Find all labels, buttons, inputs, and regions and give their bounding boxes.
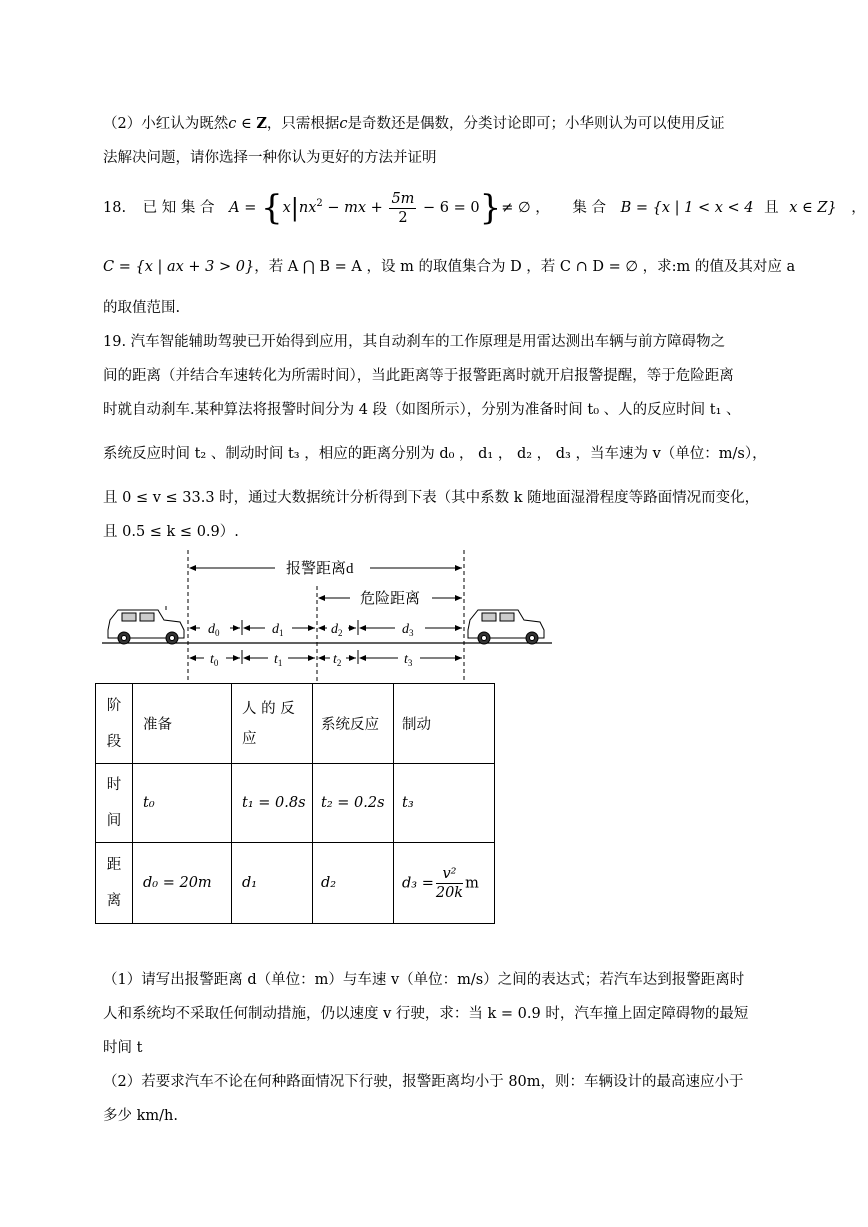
d3-unit: m — [465, 875, 479, 891]
t2-label: $t_2$ — [333, 652, 342, 668]
set-a-label: A = — [229, 200, 261, 216]
d3-lhs: d₃ = — [402, 875, 434, 891]
text: 已 知 集 合 — [142, 200, 215, 216]
frac-num: v² — [436, 865, 463, 884]
text: （2）小红认为既然 — [103, 116, 229, 132]
car-right-icon — [468, 610, 544, 644]
bar: | — [290, 194, 299, 222]
row-header-time — [96, 764, 133, 843]
comma: ， — [535, 200, 550, 216]
poly-term: − mx + — [322, 200, 388, 216]
q19-line1: 19. 汽车智能辅助驾驶已开始得到应用，其自动刹车的工作原理是用雷达测出车辆与前方障碍物之 — [103, 334, 726, 350]
text: 是奇数还是偶数，分类讨论即可；小华则认为可以使用反证 — [347, 116, 725, 132]
cell-d2: d₂ — [313, 843, 394, 924]
t0-label: $t_0$ — [210, 652, 219, 668]
q19-line2: 间的距离（并结合车速转化为所需时间），当此距离等于报警距离时就开启报警提醒，等于危险距离 — [103, 368, 734, 384]
q19-line6: 且 0.5 ≤ k ≤ 0.9）. — [103, 524, 239, 540]
sub2-line2: 多少 km/h. — [103, 1108, 178, 1124]
set-z: Z — [256, 115, 267, 132]
sub1-line1: （1）请写出报警距离 d（单位：m）与车速 v（单位：m/s）之间的表达式；若汽车达到报警距离时 — [103, 972, 745, 988]
text: ，若 A ⋂ B = A ，设 m 的取值集合为 D ，若 C ∩ D = ∅ ，求:m 的值及其对应 a — [254, 259, 796, 275]
frac-den: 20k — [435, 884, 464, 901]
right-brace: } — [479, 188, 502, 228]
car-left-icon — [108, 606, 184, 644]
frac-den: 2 — [398, 209, 408, 226]
q19-line4: 系统反应时间 t₂ 、制动时间 t₃ ，相应的距离分别为 d₀ ， d₁ ， d₂ ， d₃ ，当车速为 v（单位：m/s）， — [103, 446, 767, 462]
q19-line5: 且 0 ≤ v ≤ 33.3 时，通过大数据统计分析得到下表（其中系数 k 随地面湿滑程度等路面情况而变化， — [103, 490, 760, 506]
sub1-line3: 时间 t — [103, 1040, 143, 1056]
text: ，只需根据 — [266, 116, 340, 132]
poly-term: nx — [298, 200, 317, 216]
question-number: 18. — [103, 200, 127, 216]
fraction-5m-2 — [389, 190, 416, 227]
danger-distance-label: 危险距离 — [360, 591, 421, 607]
q18-line2 — [103, 255, 795, 276]
set-b-def: B = {x | 1 < x < 4 — [620, 200, 754, 216]
q17-part2-line2: 法解决问题，请你选择一种你认为更好的方法并证明 — [103, 150, 437, 166]
text: 集 合 — [572, 200, 606, 216]
header-prepare: 准备 — [133, 684, 232, 764]
q18-line3: 的取值范围. — [103, 300, 181, 316]
row-header-char: 离 — [106, 893, 122, 909]
row-header-distance — [96, 843, 133, 924]
cell-d1: d₁ — [232, 843, 313, 924]
q18-line1 — [103, 188, 866, 228]
header-human-reaction: 人 的 反 应 — [232, 684, 313, 764]
d2-label: $d_2$ — [331, 622, 343, 638]
cell-t0: t₀ — [133, 764, 232, 843]
t3-label: $t_3$ — [404, 652, 413, 668]
in-symbol: ∈ — [236, 116, 257, 132]
cell-d3 — [394, 843, 495, 924]
row-header-char: 间 — [106, 813, 122, 829]
row-header-stage — [96, 684, 133, 764]
q17-part2-line1 — [103, 112, 725, 133]
row-header-char: 阶 — [106, 697, 122, 714]
cell-d0: d₀ = 20m — [133, 843, 232, 924]
exp-2: 2 — [316, 198, 323, 209]
sub1-line2: 人和系统均不采取任何制动措施，仍以速度 v 行驶，求：当 k = 0.9 时，汽车撞上固定障碍物的最短 — [103, 1006, 749, 1022]
d1-label: $d_1$ — [272, 622, 284, 638]
var-c: c — [228, 116, 237, 132]
header-system-reaction: 系统反应 — [313, 684, 394, 764]
row-header-char: 段 — [106, 733, 122, 750]
cell-t2: t₂ = 0.2s — [313, 764, 394, 843]
var-x: x — [282, 200, 291, 216]
set-b-def2: x ∈ Z} — [789, 200, 837, 216]
d3-label: $d_3$ — [402, 622, 414, 638]
table-row-time — [96, 764, 495, 843]
table-row-distance — [96, 843, 495, 924]
poly-term: − 6 = 0 — [418, 200, 480, 216]
table-row-stage — [96, 684, 495, 764]
set-c-def: C = {x | ax + 3 > 0} — [103, 259, 255, 275]
cell-t3: t₃ — [394, 764, 495, 843]
braking-distance-diagram — [100, 548, 560, 683]
sub2-line1: （2）若要求汽车不论在何种路面情况下行驶，报警距离均小于 80m，则：车辆设计的最高速应小于 — [103, 1074, 744, 1090]
d0-label: $d_0$ — [208, 622, 220, 638]
comma: ， — [851, 200, 866, 216]
cell-t1: t₁ = 0.8s — [232, 764, 313, 843]
fraction-v2-20k — [436, 865, 463, 902]
data-table — [95, 683, 495, 924]
row-header-char: 距 — [106, 857, 122, 873]
text: 且 — [764, 200, 779, 216]
alarm-distance-label: 报警距离d — [286, 561, 354, 577]
q19-line3: 时就自动刹车.某种算法将报警时间分为 4 段（如图所示），分别为准备时间 t₀ 、人的反应时间 t₁ 、 — [103, 402, 741, 418]
left-brace: { — [260, 188, 283, 228]
neq-empty: ≠ ∅ — [501, 200, 531, 216]
var-c: c — [339, 116, 348, 132]
header-braking: 制动 — [394, 684, 495, 764]
t1-label: $t_1$ — [274, 652, 283, 668]
row-header-char: 时 — [106, 777, 122, 793]
frac-num: 5m — [391, 190, 415, 207]
